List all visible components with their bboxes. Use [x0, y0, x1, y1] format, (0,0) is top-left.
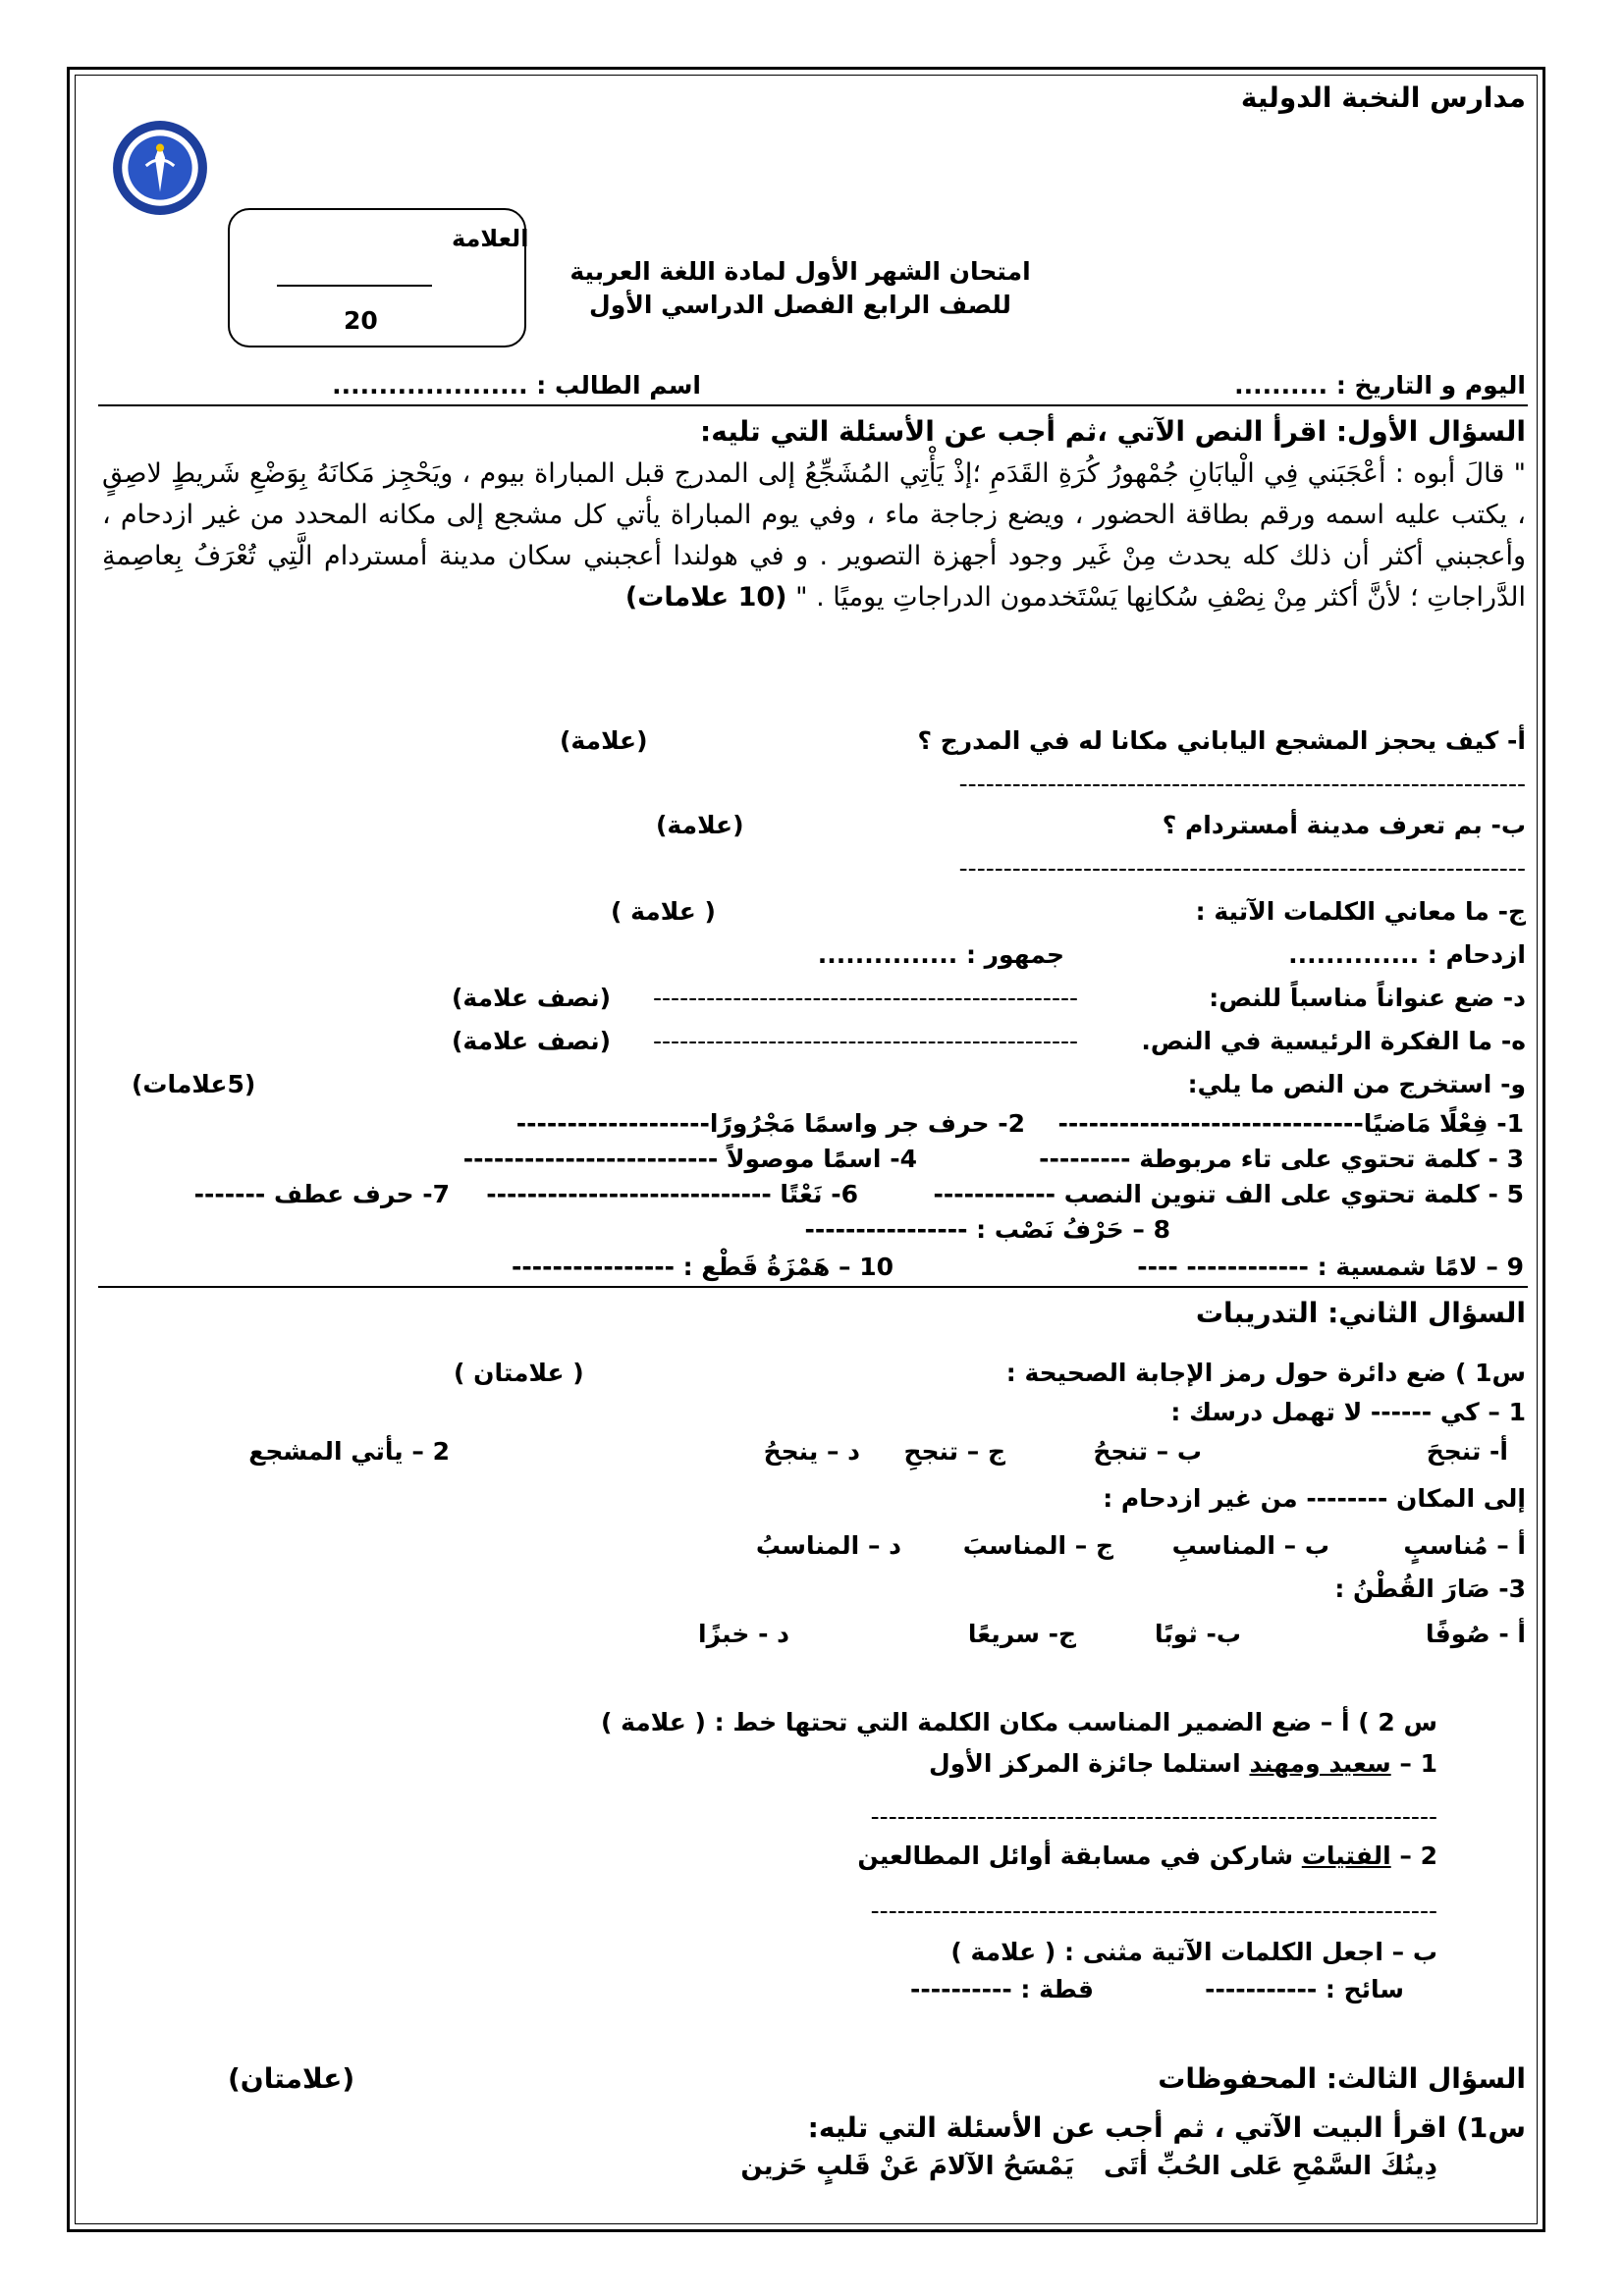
q2-item-2-option-a: أ – مُناسبٍ — [1403, 1531, 1526, 1560]
q2-s2-item-1-underlined: سعيد ومهند — [1249, 1749, 1391, 1778]
q1-f-item-5: 5 - كلمة تحتوي على الف تنوين النصب ------------ — [933, 1180, 1524, 1208]
q2-item-1: 1 – كي ------ لا تهمل درسك : — [1170, 1398, 1526, 1426]
q2-title: السؤال الثاني: التدريبات — [1195, 1297, 1526, 1329]
q2-s2-answer-line-2: ---------------------------------------------------------------- — [870, 1896, 1437, 1925]
q2-item-1-option-d: د – ينجحُ — [763, 1437, 860, 1466]
school-name: مدارس النخبة الدولية — [1240, 81, 1526, 114]
q1-f: و- استخرج من النص ما يلي: — [1187, 1070, 1526, 1098]
q1-e: ه- ما الفكرة الرئيسية في النص. — [1141, 1027, 1526, 1055]
q1-divider — [98, 1286, 1528, 1288]
q1-passage-marks: (10 علامات) — [624, 582, 787, 613]
q1-e-mark: (نصف علامة) — [452, 1027, 612, 1055]
q1-d: د- ضع عنواناً مناسباً للنص: — [1209, 984, 1526, 1012]
q3-mark: (علامتان) — [228, 2062, 355, 2095]
q2-item-3-option-d: د - خبزًا — [698, 1620, 789, 1648]
q3-s1: س1) اقرأ البيت الآتي ، ثم أجب عن الأسئلة التي تليه: — [807, 2111, 1526, 2144]
q1-d-line: ------------------------------------------------ — [653, 984, 1079, 1012]
q1-b: ب- بم تعرف مدينة أمستردام ؟ — [1162, 811, 1526, 839]
q2-item-1-option-c: ج – تنجحِ — [903, 1437, 1005, 1466]
q1-b-mark: (علامة) — [656, 811, 744, 839]
q1-d-mark: (نصف علامة) — [452, 984, 612, 1012]
date-field: اليوم و التاريخ : .......... — [1234, 371, 1526, 400]
q1-a-answer-line: ---------------------------------------------------------------- — [958, 770, 1526, 798]
q1-title: السؤال الأول: اقرأ النص الآتي ،ثم أجب عن الأسئلة التي تليه: — [700, 415, 1526, 448]
q1-a-mark: (علامة) — [560, 726, 648, 755]
mark-label: العلامة — [452, 225, 529, 252]
q1-f-item-10: 10 – هَمْزَةُ قَطْع : ---------------- — [511, 1253, 893, 1281]
q1-f-item-9: 9 – لامًا شمسية : ------------ ---- — [1137, 1253, 1524, 1281]
q1-f-item-3: 3 - كلمة تحتوي على تاء مربوطة --------- — [1039, 1145, 1524, 1173]
q1-a: أ- كيف يحجز المشجع الياباني مكانا له في المدرج ؟ — [917, 726, 1526, 755]
q2-s2: س 2 ) أ – ضع الضمير المناسب مكان الكلمة التي تحتها خط : ( علامة ) — [600, 1708, 1437, 1736]
q1-c: ج- ما معاني الكلمات الآتية : — [1195, 897, 1526, 926]
q2-s2-item-2: 2 – الفتيات شاركن في مسابقة أوائل المطالعين — [857, 1842, 1437, 1870]
q2-item-3: 3- صَارَ القُطْنُ : — [1334, 1575, 1526, 1603]
mark-total: 20 — [344, 306, 378, 335]
q1-f-item-4: 4- اسمًا موصولاً ------------------------- — [462, 1145, 917, 1173]
q1-c-mark: ( علامة ) — [611, 897, 716, 926]
q2-s2-item-1: 1 – سعيد ومهند استلما جائزة المركز الأول — [929, 1749, 1437, 1778]
q2-item-2-stem: إلى المكان -------- من غير ازدحام : — [1103, 1484, 1526, 1513]
q2-item-2-option-c: ج – المناسبَ — [962, 1531, 1113, 1560]
q3-verse-2: يَمْسَحُ الآلامَ عَنْ قَلبٍ حَزين — [740, 2152, 1074, 2181]
student-name-field: اسم الطالب : ..................... — [332, 371, 701, 400]
mark-line — [277, 285, 432, 287]
exam-title-1: امتحان الشهر الأول لمادة اللغة العربية — [569, 257, 1031, 286]
q2-item-3-option-b: ب- ثوبًا — [1154, 1620, 1241, 1648]
q1-e-line: ------------------------------------------------ — [653, 1027, 1079, 1055]
q2-s2b: ب – اجعل الكلمات الآتية مثنى : ( علامة ) — [950, 1938, 1437, 1966]
q1-f-item-7: 7- حرف عطف ------- — [193, 1180, 450, 1208]
q2-s1: س1 ) ضع دائرة حول رمز الإجابة الصحيحة : — [1005, 1359, 1526, 1387]
q1-f-item-8: 8 – حَرْفُ نَصْب : ---------------- — [804, 1215, 1170, 1244]
q2-item-2-option-b: ب – المناسبِ — [1171, 1531, 1329, 1560]
q2-item-1-option-a: أ- تنجحَ — [1426, 1437, 1508, 1466]
q2-s2b-word-2: قطة : ---------- — [909, 1975, 1094, 2003]
q1-passage: " قالَ أبوه : أعْجَبَني فِي الْيابَانِ جُمْهورُ كُرَةِ القَدَمِ ؛إذْ يَأْتِي المُشَجِّعُ إلى المدرج قبل المباراة بيوم ، ويَحْجِز مَكانَهُ بِوَضْعِ شَريطٍ لاصِقٍ ، يكتب عليه اسمه ورقم بطاقة الحضور ، ويضع زجاجة ماء ، وفي يوم المباراة يأتي كل مشجع إلى مكانه المحدد من غير ازدحام ، وأعجبني أكثر أن ذلك كله يحدث مِنْ غَير وجود أجهزة التصوير . و في هولندا أعجبني سكان مدينة أمستردام الَّتِي تُعْرَفُ بِعاصِمةِ الدَّراجاتِ ؛ لأنَّ أكثر مِنْ نِصْفِ سُكانِها يَسْتَخدمون الدراجاتِ يوميًا . " (10 علامات) — [102, 458, 1526, 613]
q1-f-item-1: 1- فِعْلًا مَاضيًا------------------------------ — [1057, 1109, 1524, 1138]
q2-s2-item-2-underlined: الفتيات — [1301, 1842, 1391, 1870]
q3-verse-1: دِينُكَ السَّمْحِ عَلى الحُبِّ أتَى — [1103, 2152, 1437, 2181]
q1-f-item-6: 6- نَعْتًا ---------------------------- — [486, 1180, 858, 1208]
q1-f-item-2: 2- حرف جر واسمًا مَجْرُورًا------------------- — [515, 1109, 1025, 1138]
q2-item-2: 2 – يأتي المشجع — [248, 1437, 450, 1466]
q3-title: السؤال الثالث: المحفوظات — [1158, 2062, 1526, 2095]
q2-s1-mark: ( علامتان ) — [454, 1359, 584, 1387]
school-logo-icon — [110, 118, 210, 218]
header-divider — [98, 404, 1528, 406]
q1-f-mark: (5علامات) — [132, 1070, 256, 1098]
q2-item-2-option-d: د – المناسبُ — [755, 1531, 901, 1560]
q1-b-answer-line: ---------------------------------------------------------------- — [958, 854, 1526, 882]
q2-item-3-option-c: ج- سريعًا — [967, 1620, 1076, 1648]
q1-c-word-2: جمهور : ............... — [817, 940, 1064, 969]
q2-item-1-option-b: ب – تنجحُ — [1093, 1437, 1202, 1466]
exam-title-2: للصف الرابع الفصل الدراسي الأول — [589, 291, 1011, 319]
q1-c-word-1: ازدحام : .............. — [1288, 940, 1526, 969]
q2-item-3-option-a: أ - صُوفًا — [1426, 1620, 1526, 1648]
q2-s2-answer-line-1: ---------------------------------------------------------------- — [870, 1802, 1437, 1831]
q2-s2b-word-1: سائح : ----------- — [1205, 1975, 1404, 2003]
